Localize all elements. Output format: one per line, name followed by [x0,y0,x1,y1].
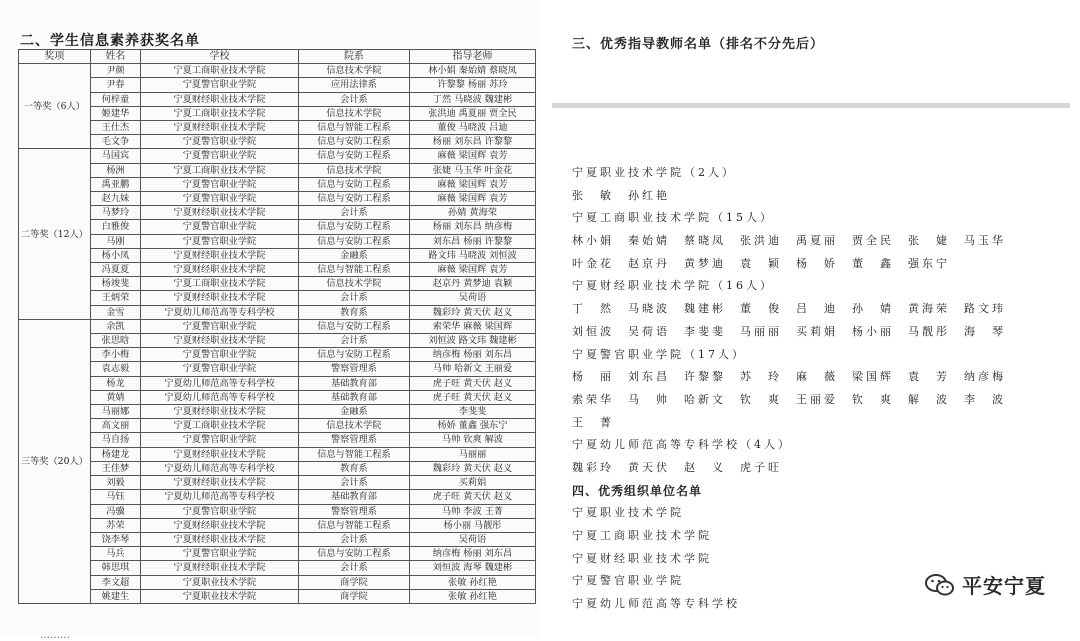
award-table-body [19,64,536,604]
department-cell: 信息与智能工程系 [298,263,409,277]
student-name-cell: 高文丽 [90,419,140,433]
teacher-cell: 麻薇 梁国辉 袁芳 [409,263,535,277]
teacher-cell: 麻薇 梁国辉 袁芳 [409,149,535,163]
teacher-list [572,162,1072,616]
student-name-cell: 姚建生 [90,589,140,603]
teacher-cell: 吴荷语 [409,291,535,305]
teacher-cell: 张婕 马玉华 叶金花 [409,163,535,177]
department-cell: 警察管理系 [298,433,409,447]
teacher-cell: 马帅 哈新文 王丽爱 [409,362,535,376]
table-row [19,476,536,490]
list-item: 宁夏财经职业技术学院 [572,551,712,565]
school-cell: 宁夏警官职业学院 [141,547,299,561]
student-name-cell: 尹颜 [90,64,140,78]
student-name-cell: 金雪 [90,305,140,319]
department-cell: 信息技术学院 [298,419,409,433]
student-name-cell: 马兵 [90,547,140,561]
teacher-cell: 刘恒波 海琴 魏建彬 [409,561,535,575]
teacher-cell: 马帅 李波 王菁 [409,504,535,518]
department-cell: 信息与安防工程系 [298,234,409,248]
student-award-title: 二、学生信息素养获奖名单 [20,33,200,49]
student-name-cell: 饶李琴 [90,532,140,546]
department-cell: 信息技术学院 [298,106,409,120]
table-row [19,561,536,575]
teacher-cell: 杨小丽 马靓彤 [409,518,535,532]
department-cell: 会计系 [298,476,409,490]
department-cell: 信息与安防工程系 [298,149,409,163]
department-cell: 信息与安防工程系 [298,177,409,191]
student-name-cell: 尹春 [90,78,140,92]
table-row [19,305,536,319]
department-cell: 信息与安防工程系 [298,348,409,362]
teacher-cell: 丁然 马晓波 魏建彬 [409,92,535,106]
department-cell: 信息与安防工程系 [298,547,409,561]
header-teacher: 指导老师 [409,50,535,64]
table-row [19,575,536,589]
list-item: 宁夏工商职业技术学院 [572,529,712,542]
table-row [19,532,536,546]
school-cell: 宁夏职业技术学院 [141,589,299,603]
table-row [19,192,536,206]
student-name-cell: 毛文争 [90,135,140,149]
prize-cell: 二等奖（12人） [19,149,91,319]
table-row [19,64,536,78]
teacher-cell: 许黎黎 杨丽 苏玲 [409,78,535,92]
teacher-cell: 马帅 钦爽 解波 [409,433,535,447]
list-item: 宁夏幼儿师范高等专科学校（4人） [572,438,792,452]
school-cell: 宁夏财经职业技术学院 [141,121,299,135]
school-cell: 宁夏警官职业学院 [141,348,299,362]
table-row [19,263,536,277]
student-name-cell: 冯夏夏 [90,263,140,277]
school-cell: 宁夏警官职业学院 [141,319,299,333]
department-cell: 信息与安防工程系 [298,220,409,234]
divider [552,103,1070,108]
table-row [19,490,536,504]
table-row [19,547,536,561]
department-cell: 金融系 [298,405,409,419]
teacher-cell: 李斐斐 [409,405,535,419]
table-row [19,78,536,92]
teacher-cell: 索荣华 麻薇 梁国辉 [409,319,535,333]
department-cell: 基础教育部 [298,390,409,404]
student-name-cell: 马丽娜 [90,405,140,419]
table-row [19,220,536,234]
school-cell: 宁夏财经职业技术学院 [141,561,299,575]
teacher-cell: 刘东昌 杨丽 许黎黎 [409,234,535,248]
student-name-cell: 王仕杰 [90,121,140,135]
student-name-cell: 苏荣 [90,518,140,532]
school-cell: 宁夏财经职业技术学院 [141,532,299,546]
teacher-cell: 魏彩玲 黄天伏 赵义 [409,461,535,475]
list-item: 王 菁 [572,415,614,429]
list-item: 宁夏警官职业学院（17人） [572,347,746,361]
department-cell: 会计系 [298,206,409,220]
school-cell: 宁夏财经职业技术学院 [141,291,299,305]
department-cell: 商学院 [298,575,409,589]
student-name-cell: 张思晗 [90,334,140,348]
school-cell: 宁夏警官职业学院 [141,177,299,191]
teacher-list-title: 三、优秀指导教师名单（排名不分先后） [572,37,825,52]
student-name-cell: 禹亚鹏 [90,177,140,191]
student-name-cell: 韩思琪 [90,561,140,575]
table-row [19,319,536,333]
teacher-cell: 赵京丹 黄梦迪 袁颖 [409,277,535,291]
teacher-cell: 孙婧 黄海荣 [409,206,535,220]
table-row [19,248,536,262]
teacher-cell: 麻薇 梁国辉 袁芳 [409,177,535,191]
table-row [19,149,536,163]
department-cell: 应用法律系 [298,78,409,92]
table-row [19,447,536,461]
student-name-cell: 赵九妹 [90,192,140,206]
student-name-cell: 马刚 [90,234,140,248]
teacher-cell: 张敏 孙红艳 [409,575,535,589]
teacher-cell: 杨丽 刘东昌 纳彦梅 [409,220,535,234]
student-name-cell: 姬建华 [90,106,140,120]
student-name-cell: 黄婧 [90,390,140,404]
table-row [19,518,536,532]
table-row [19,362,536,376]
teacher-cell: 张洪迪 禹夏丽 贾全民 [409,106,535,120]
department-cell: 信息与智能工程系 [298,518,409,532]
department-cell: 信息与安防工程系 [298,319,409,333]
list-item: 宁夏工商职业技术学院（15人） [572,211,774,225]
header-department: 院系 [298,50,409,64]
cut-off-text: ……… [40,630,70,641]
student-name-cell: 马自扬 [90,433,140,447]
list-item: 宁夏职业技术学院（2人） [572,166,736,179]
student-name-cell: 王佳梦 [90,461,140,475]
student-name-cell: 余凯 [90,319,140,333]
student-name-cell: 杨龙 [90,376,140,390]
student-name-cell: 杨小凤 [90,248,140,262]
teacher-cell: 虎子旺 黄天伏 赵义 [409,376,535,390]
student-name-cell: 袁志毅 [90,362,140,376]
list-item: 索荣华 马 帅 哈新文 钦 爽 王丽爱 钦 爽 解 波 李 波 [572,392,1006,406]
teacher-cell: 杨娇 董鑫 强东宁 [409,419,535,433]
department-cell: 基础教育部 [298,490,409,504]
teacher-cell: 魏彩玲 黄天伏 赵义 [409,305,535,319]
school-cell: 宁夏警官职业学院 [141,220,299,234]
student-name-cell: 杨竣斐 [90,277,140,291]
table-row [19,106,536,120]
school-cell: 宁夏工商职业技术学院 [141,277,299,291]
table-row [19,163,536,177]
table-row [19,206,536,220]
list-item: 林小娟 秦始婧 蔡晓凤 张洪迪 禹夏丽 贾全民 张 婕 马玉华 [572,234,1006,248]
table-row [19,92,536,106]
department-cell: 会计系 [298,334,409,348]
teacher-list-panel [552,0,1080,637]
teacher-cell: 路文玮 马晓波 刘恒波 [409,248,535,262]
department-cell: 会计系 [298,92,409,106]
student-name-cell: 马钰 [90,490,140,504]
school-cell: 宁夏警官职业学院 [141,234,299,248]
school-cell: 宁夏财经职业技术学院 [141,248,299,262]
student-name-cell: 冯骥 [90,504,140,518]
department-cell: 信息与智能工程系 [298,447,409,461]
table-row [19,121,536,135]
department-cell: 会计系 [298,561,409,575]
teacher-cell: 刘恒波 路文玮 魏建彬 [409,334,535,348]
list-item: 宁夏幼儿师范高等专科学校 [572,597,740,611]
department-cell: 信息技术学院 [298,64,409,78]
department-cell: 信息与智能工程系 [298,121,409,135]
school-cell: 宁夏财经职业技术学院 [141,518,299,532]
school-cell: 宁夏幼儿师范高等专科学校 [141,376,299,390]
department-cell: 基础教育部 [298,376,409,390]
school-cell: 宁夏工商职业技术学院 [141,106,299,120]
list-item: 宁夏警官职业学院 [572,574,684,588]
school-cell: 宁夏财经职业技术学院 [141,206,299,220]
student-name-cell: 马梦玲 [90,206,140,220]
table-row [19,234,536,248]
table-row [19,177,536,191]
table-row [19,405,536,419]
teacher-cell: 买莉娟 [409,476,535,490]
award-table-header [19,50,536,64]
student-name-cell: 杨建龙 [90,447,140,461]
school-cell: 宁夏工商职业技术学院 [141,64,299,78]
list-item: 张 敏 孙红艳 [572,188,670,202]
student-name-cell: 刘毅 [90,476,140,490]
department-cell: 教育系 [298,461,409,475]
school-cell: 宁夏幼儿师范高等专科学校 [141,390,299,404]
teacher-cell: 吴荷语 [409,532,535,546]
school-cell: 宁夏财经职业技术学院 [141,263,299,277]
teacher-cell: 林小娟 秦始婧 蔡晓凤 [409,64,535,78]
student-name-cell: 白雅俊 [90,220,140,234]
department-cell: 会计系 [298,291,409,305]
school-cell: 宁夏职业技术学院 [141,575,299,589]
school-cell: 宁夏警官职业学院 [141,149,299,163]
table-row [19,291,536,305]
table-row [19,433,536,447]
school-cell: 宁夏警官职业学院 [141,433,299,447]
student-name-cell: 王炳荣 [90,291,140,305]
student-name-cell: 李小梅 [90,348,140,362]
list-item: 宁夏财经职业技术学院（16人） [572,279,774,293]
teacher-cell: 杨丽 刘东昌 许黎黎 [409,135,535,149]
table-row [19,334,536,348]
watermark [924,570,1046,599]
teacher-cell: 张敏 孙红艳 [409,589,535,603]
department-cell: 警察管理系 [298,362,409,376]
teacher-cell: 马丽丽 [409,447,535,461]
school-cell: 宁夏财经职业技术学院 [141,92,299,106]
header-prize: 奖项 [19,50,91,64]
table-row [19,135,536,149]
school-cell: 宁夏财经职业技术学院 [141,447,299,461]
school-cell: 宁夏警官职业学院 [141,78,299,92]
department-cell: 商学院 [298,589,409,603]
student-name-cell: 杨洲 [90,163,140,177]
school-cell: 宁夏警官职业学院 [141,362,299,376]
prize-cell: 三等奖（20人） [19,319,91,603]
school-cell: 宁夏警官职业学院 [141,192,299,206]
list-item: 刘恒波 吴荷语 李斐斐 马丽丽 买莉娟 杨小丽 马靓彤 海 琴 [572,324,1006,338]
department-cell: 金融系 [298,248,409,262]
school-cell: 宁夏幼儿师范高等专科学校 [141,461,299,475]
school-cell: 宁夏工商职业技术学院 [141,419,299,433]
school-cell: 宁夏财经职业技术学院 [141,405,299,419]
school-cell: 宁夏警官职业学院 [141,135,299,149]
table-row [19,376,536,390]
teacher-cell: 董俊 马晓波 吕迪 [409,121,535,135]
student-name-cell: 马国宾 [90,149,140,163]
watermark-text: 平安宁夏 [962,574,1046,598]
student-name-cell: 李文超 [90,575,140,589]
section-heading: 四、优秀组织单位名单 [572,483,703,498]
department-cell: 信息技术学院 [298,163,409,177]
teacher-cell: 纳彦梅 杨丽 刘东昌 [409,547,535,561]
table-row [19,390,536,404]
table-row [19,277,536,291]
teacher-cell: 麻薇 梁国辉 袁芳 [409,192,535,206]
department-cell: 信息与安防工程系 [298,135,409,149]
department-cell: 信息技术学院 [298,277,409,291]
department-cell: 警察管理系 [298,504,409,518]
school-cell: 宁夏警官职业学院 [141,504,299,518]
list-item: 杨 丽 刘东昌 许黎黎 苏 玲 麻 薇 梁国辉 袁 芳 纳彦梅 [572,370,1006,384]
school-cell: 宁夏财经职业技术学院 [141,334,299,348]
department-cell: 教育系 [298,305,409,319]
department-cell: 会计系 [298,532,409,546]
table-row [19,419,536,433]
school-cell: 宁夏幼儿师范高等专科学校 [141,490,299,504]
header-name: 姓名 [90,50,140,64]
table-row [19,589,536,603]
table-row [19,461,536,475]
teacher-cell: 虎子旺 黄天伏 赵义 [409,490,535,504]
school-cell: 宁夏幼儿师范高等专科学校 [141,305,299,319]
wechat-icon [924,572,956,598]
department-cell: 信息与安防工程系 [298,192,409,206]
award-table [18,49,536,604]
school-cell: 宁夏工商职业技术学院 [141,163,299,177]
header-school: 学校 [141,50,299,64]
table-row [19,504,536,518]
list-item: 丁 然 马晓波 魏建彬 董 俊 吕 迪 孙 婧 黄海荣 路文玮 [572,302,1006,316]
list-item: 叶金花 赵京丹 黄梦迪 袁 颖 杨 娇 董 鑫 强东宁 [572,256,950,270]
school-cell: 宁夏财经职业技术学院 [141,476,299,490]
list-item: 魏彩玲 黄天伏 赵 义 虎子旺 [572,460,782,474]
table-row [19,348,536,362]
teacher-cell: 纳彦梅 杨丽 刘东昌 [409,348,535,362]
prize-cell: 一等奖（6人） [19,64,91,149]
list-item: 宁夏职业技术学院 [572,506,684,520]
teacher-cell: 虎子旺 黄天伏 赵义 [409,390,535,404]
student-name-cell: 何梓童 [90,92,140,106]
